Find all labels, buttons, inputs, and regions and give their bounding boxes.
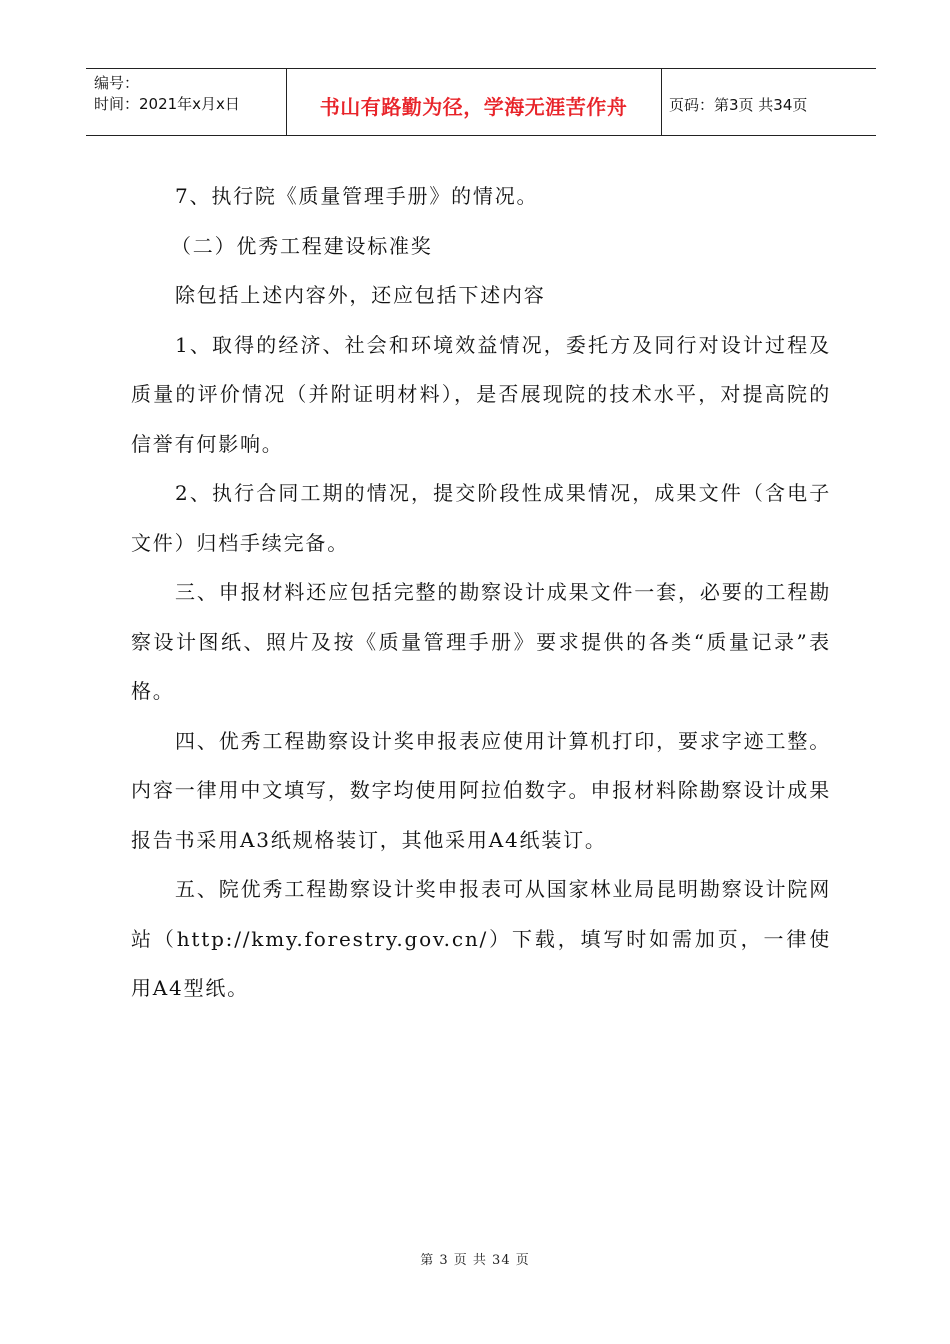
section-heading: （二）优秀工程建设标准奖: [171, 233, 433, 258]
header-page-info: 页码：第3页 共34页: [669, 96, 808, 114]
document-number-label: 编号：: [94, 74, 140, 92]
paragraph: 2、执行合同工期的情况，提交阶段性成果情况，成果文件（含电子文件）归档手续完备。: [131, 481, 831, 555]
header-divider: [661, 69, 662, 135]
paragraph: 除包括上述内容外，还应包括下述内容: [175, 283, 546, 307]
page-header: [86, 68, 876, 136]
header-motto: 书山有路勤为径，学海无涯苦作舟: [319, 95, 628, 119]
paragraph: 1、取得的经济、社会和环境效益情况，委托方及同行对设计过程及质量的评价情况（并附证明材料），是否展现院的技术水平，对提高院的信誉有何影响。: [131, 332, 831, 456]
page-footer: 第 3 页 共 34 页: [420, 1253, 530, 1268]
paragraph: 五、院优秀工程勘察设计奖申报表可从国家林业局昆明勘察设计院网站（http://kmy.forestry.gov.cn/）下载，填写时如需加页，一律使用A4型纸。: [131, 877, 831, 1000]
paragraph: 7、执行院《质量管理手册》的情况。: [175, 184, 539, 208]
paragraph: 三、申报材料还应包括完整的勘察设计成果文件一套，必要的工程勘察设计图纸、照片及按《质量管理手册》要求提供的各类“质量记录”表格。: [131, 580, 831, 703]
document-date-label: 时间：2021年x月x日: [94, 95, 240, 113]
document-body: [131, 172, 831, 1014]
paragraph: 四、优秀工程勘察设计奖申报表应使用计算机打印，要求字迹工整。内容一律用中文填写，数字均使用阿拉伯数字。申报材料除勘察设计成果报告书采用A3纸规格装订，其他采用A4纸装订。: [131, 728, 831, 852]
header-meta: [94, 73, 284, 115]
